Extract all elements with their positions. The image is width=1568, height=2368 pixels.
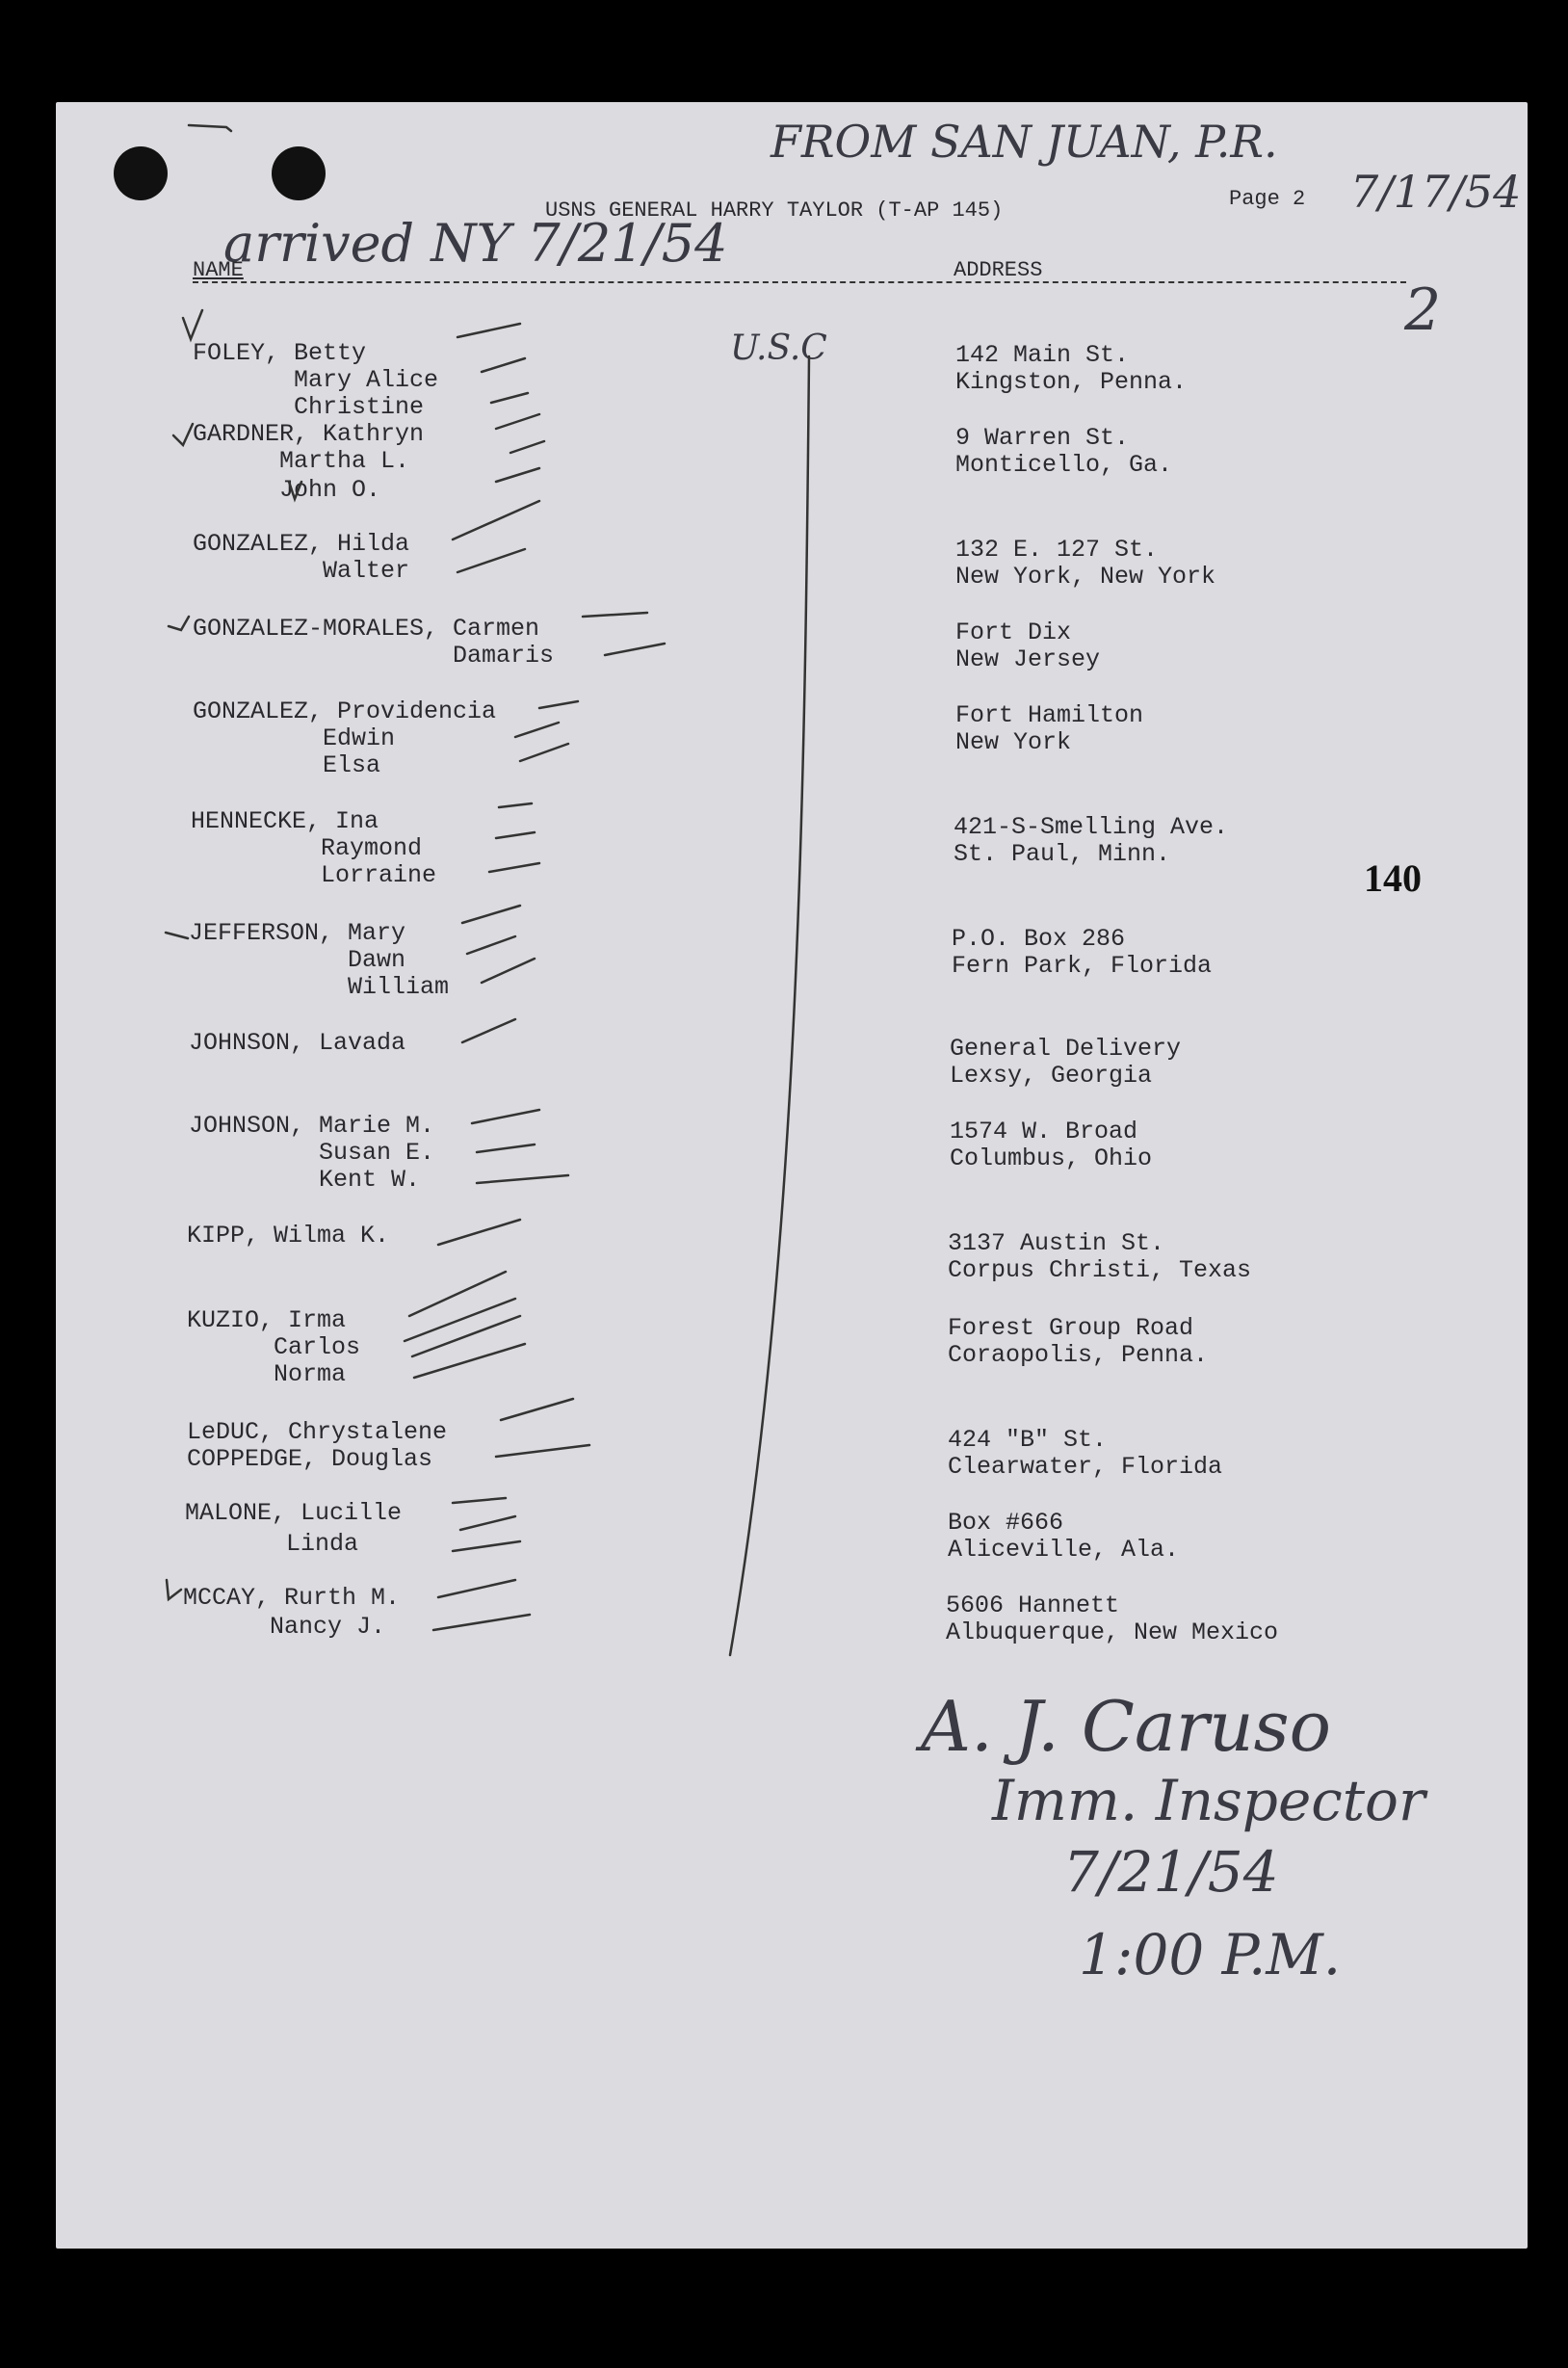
address-line: Monticello, Ga. <box>955 451 1173 479</box>
name-line: GONZALEZ, Hilda <box>193 530 410 558</box>
name-line: Carlos <box>187 1333 361 1361</box>
address-line: New Jersey <box>955 645 1101 673</box>
address-line: Kingston, Penna. <box>955 368 1188 396</box>
name-line: Elsa <box>193 751 381 779</box>
signature-name: A. J. Caruso <box>921 1686 1331 1767</box>
address-line: Columbus, Ohio <box>950 1145 1153 1172</box>
name-line: KIPP, Wilma K. <box>187 1222 390 1250</box>
name-line: GARDNER, Kathryn <box>193 420 425 448</box>
address-line: Fern Park, Florida <box>952 952 1213 980</box>
address-line: 5606 Hannett <box>946 1592 1120 1619</box>
address-line: Aliceville, Ala. <box>948 1536 1180 1564</box>
name-line: JOHNSON, Marie M. <box>189 1112 435 1140</box>
name-line: Kent W. <box>189 1166 421 1194</box>
name-line: GONZALEZ, Providencia <box>193 697 497 725</box>
name-line: William <box>189 973 450 1001</box>
handwritten-from-note: FROM SAN JUAN, P.R. <box>771 116 1278 168</box>
address-line: 9 Warren St. <box>955 424 1130 452</box>
name-line: KUZIO, Irma <box>187 1306 347 1334</box>
ship-title: USNS GENERAL HARRY TAYLOR (T-AP 145) <box>545 198 1004 223</box>
address-line: Coraopolis, Penna. <box>948 1341 1209 1369</box>
name-line: HENNECKE, Ina <box>191 807 379 835</box>
address-line: 421-S-Smelling Ave. <box>954 813 1229 841</box>
address-line: 142 Main St. <box>955 341 1130 369</box>
handwritten-usc-note: U.S.C <box>730 329 827 368</box>
address-line: Fort Dix <box>955 618 1072 646</box>
handwritten-top-date: 7/17/54 <box>1350 166 1522 218</box>
address-line: 1574 W. Broad <box>950 1118 1138 1145</box>
handwritten-arrived-note: arrived NY 7/21/54 <box>223 213 728 274</box>
name-line: JEFFERSON, Mary <box>189 919 406 947</box>
name-line: JOHNSON, Lavada <box>189 1029 406 1057</box>
address-line: 3137 Austin St. <box>948 1229 1165 1257</box>
address-line: Lexsy, Georgia <box>950 1062 1153 1090</box>
name-line: Damaris <box>193 642 555 670</box>
signature-title: Imm. Inspector <box>992 1768 1425 1833</box>
name-line: COPPEDGE, Douglas <box>187 1445 433 1473</box>
column-header-address: ADDRESS <box>954 258 1043 282</box>
name-line: Walter <box>193 557 410 585</box>
address-line: 424 "B" St. <box>948 1426 1108 1454</box>
address-line: 132 E. 127 St. <box>955 536 1159 564</box>
name-line: MALONE, Lucille <box>185 1499 403 1527</box>
address-line: Albuquerque, New Mexico <box>946 1618 1279 1646</box>
address-line: St. Paul, Minn. <box>954 840 1171 868</box>
name-line: Christine <box>193 393 425 421</box>
handwritten-two: 2 <box>1404 276 1442 344</box>
address-line: Corpus Christi, Texas <box>948 1256 1252 1284</box>
name-line: Edwin <box>193 724 396 752</box>
address-line: New York <box>955 728 1072 756</box>
name-line: LeDUC, Chrystalene <box>187 1418 448 1446</box>
name-line: Dawn <box>189 946 406 974</box>
name-line: Nancy J. <box>183 1613 386 1641</box>
stamp-number: 140 <box>1364 856 1422 900</box>
name-line: Norma <box>187 1360 347 1388</box>
address-line: General Delivery <box>950 1035 1182 1063</box>
name-line: MCCAY, Rurth M. <box>183 1584 401 1612</box>
name-line: Martha L. <box>193 447 410 475</box>
signature-time: 1:00 P.M. <box>1079 1922 1342 1987</box>
address-line: Clearwater, Florida <box>948 1453 1223 1481</box>
name-line: GONZALEZ-MORALES, Carmen <box>193 615 540 643</box>
column-header-name: NAME <box>193 258 244 282</box>
name-line: John O. <box>193 476 381 504</box>
name-line: Linda <box>185 1530 359 1558</box>
name-line: Susan E. <box>189 1139 435 1167</box>
address-line: Fort Hamilton <box>955 701 1144 729</box>
address-line: New York, New York <box>955 563 1216 591</box>
name-line: FOLEY, Betty <box>193 339 367 367</box>
signature-date: 7/21/54 <box>1063 1839 1279 1905</box>
page-label: Page 2 <box>1229 187 1306 211</box>
address-line: Box #666 <box>948 1509 1064 1537</box>
address-line: P.O. Box 286 <box>952 925 1126 953</box>
name-line: Lorraine <box>191 861 437 889</box>
name-line: Raymond <box>191 834 423 862</box>
name-line: Mary Alice <box>193 366 439 394</box>
address-line: Forest Group Road <box>948 1314 1194 1342</box>
